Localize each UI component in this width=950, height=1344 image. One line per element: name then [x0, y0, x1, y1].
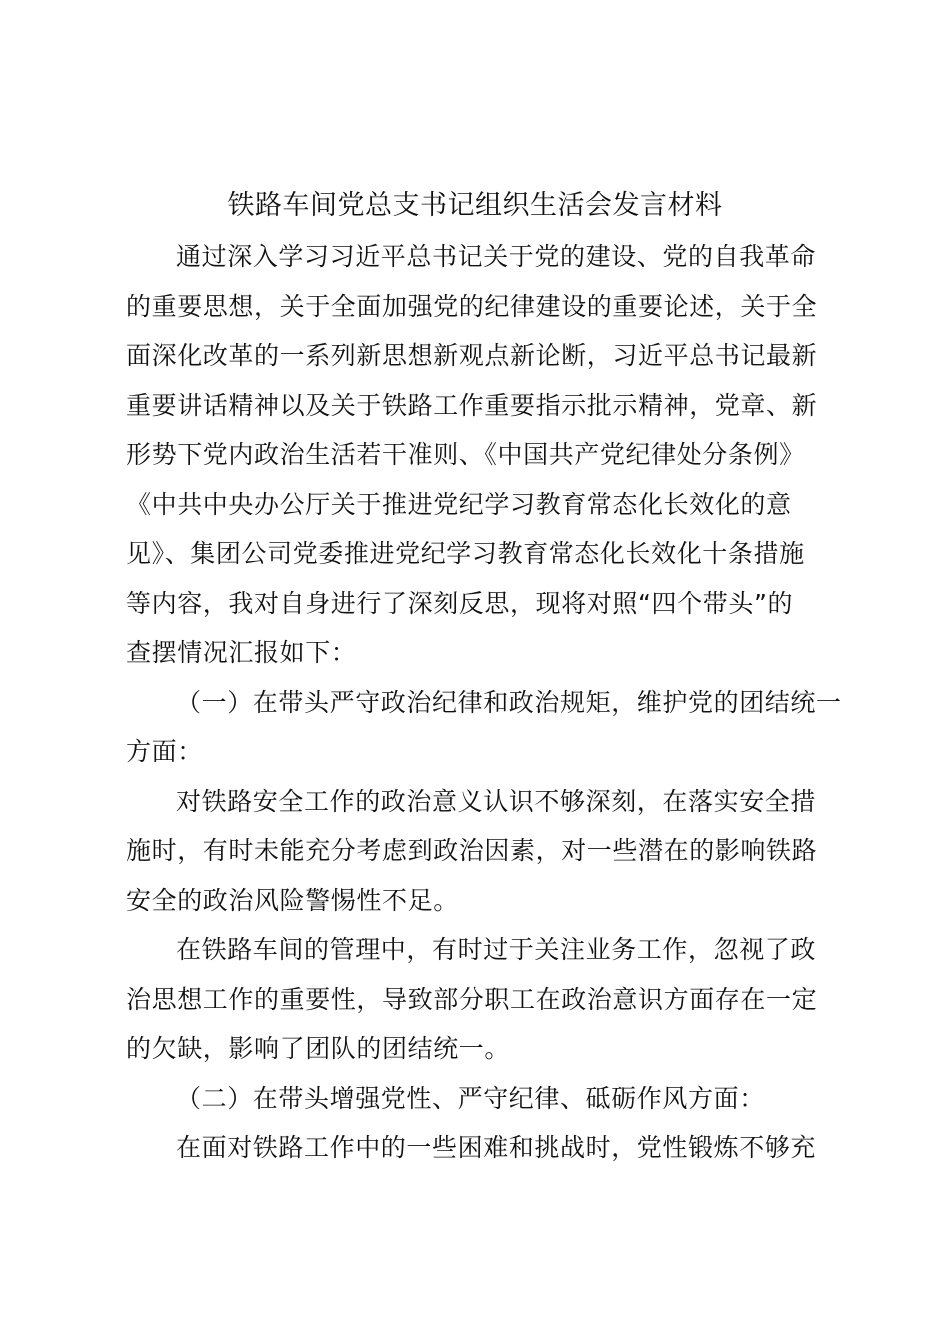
paragraph-line: 通过深入学习习近平总书记关于党的建设、党的自我革命 — [176, 242, 817, 271]
paragraph-line: 查摆情况汇报如下： — [126, 638, 357, 667]
section-heading-line: （二）在带头增强党性、严守纪律、砥砺作风方面： — [176, 1083, 765, 1113]
document-body — [126, 232, 842, 1173]
paragraph-line: 等内容，我对自身进行了深刻反思，现将对照“四个带头”的 — [126, 588, 794, 618]
paragraph-line: 安全的政治风险警惕性不足。 — [126, 885, 459, 915]
paragraph-line: 在面对铁路工作中的一些困难和挑战时，党性锻炼不够充 — [176, 1133, 817, 1162]
paragraph-line: 在铁路车间的管理中，有时过于关注业务工作，忽视了政 — [176, 935, 817, 964]
paragraph-line: 形势下党内政治生活若干准则、《中国共产党纪律处分条例》 — [126, 440, 805, 469]
paragraph-line: 面深化改革的一系列新思想新观点新论断，习近平总书记最新 — [126, 341, 818, 370]
section-heading-line: （一）在带头严守政治纪律和政治规矩，维护党的团结统一 — [176, 687, 842, 717]
section-heading-line: 方面： — [126, 737, 203, 766]
paragraph-line: 重要讲话精神以及关于铁路工作重要指示批示精神，党章、新 — [126, 390, 818, 420]
document-title: 铁路车间党总支书记组织生活会发言材料 — [227, 190, 723, 221]
paragraph-line: 的欠缺，影响了团队的团结统一。 — [126, 1034, 511, 1063]
paragraph-line: 施时，有时未能充分考虑到政治因素，对一些潜在的影响铁路 — [126, 836, 818, 865]
paragraph-line: 对铁路安全工作的政治意义认识不够深刻，在落实安全措 — [176, 786, 817, 816]
paragraph-line: 的重要思想，关于全面加强党的纪律建设的重要论述，关于全 — [126, 291, 818, 321]
paragraph-line: 见》、集团公司党委推进党纪学习教育常态化长效化十条措施 — [126, 539, 805, 568]
paragraph-line: 治思想工作的重要性，导致部分职工在政治意识方面存在一定 — [126, 984, 818, 1014]
paragraph-line: 《中共中央办公厅关于推进党纪学习教育常态化长效化的意 — [126, 489, 792, 519]
